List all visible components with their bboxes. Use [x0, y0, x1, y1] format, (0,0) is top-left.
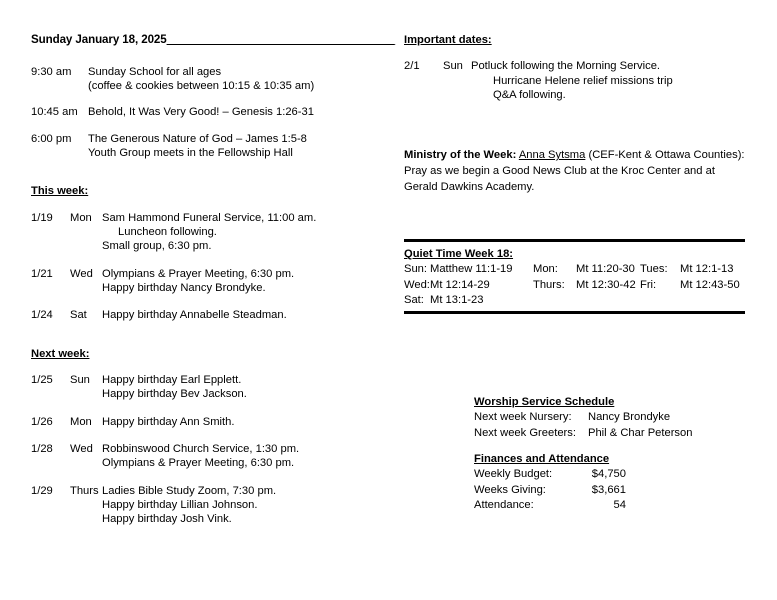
event-description-line: Happy birthday Lillian Johnson. [102, 499, 258, 512]
event-date: 1/24 [31, 309, 53, 322]
page-title-text: Sunday January 18, 2025 [31, 33, 167, 46]
finance-value: $4,750 [591, 468, 626, 481]
finance-value: 54 [613, 498, 626, 511]
important-dates-section [404, 33, 749, 47]
event-description [102, 308, 376, 322]
quiet-time-passage: Mt 12:43-50 [680, 278, 740, 291]
service-row [31, 105, 376, 119]
important-dates-list [404, 59, 749, 102]
quiet-time-readings-grid [404, 262, 745, 307]
event-description-line: Happy birthday Bev Jackson. [102, 388, 247, 401]
quiet-time-passage: Mt 13:1-23 [430, 293, 484, 306]
row-spacer [31, 254, 376, 267]
event-description [102, 373, 376, 402]
quiet-time-day-label: Sun: [404, 263, 428, 276]
finance-value: $3,661 [591, 483, 626, 496]
quiet-time-passage: Matthew 11:1-19 [430, 263, 513, 276]
event-description [102, 267, 376, 296]
quiet-time-passage: Mt 12:1-13 [680, 263, 734, 276]
worship-schedule-heading: Worship Service Schedule [474, 396, 615, 408]
event-day: Wed [70, 443, 93, 456]
finances-grid [474, 467, 694, 512]
event-description-line: Potluck following the Morning Service. [471, 60, 661, 73]
event-date: 1/21 [31, 267, 53, 280]
event-description-line: Sam Hammond Funeral Service, 11:00 am. [102, 211, 317, 224]
important-dates-heading: Important dates: [404, 34, 492, 46]
event-description-line: Youth Group meets in the Fellowship Hall [88, 147, 293, 160]
event-day: Mon [70, 415, 92, 428]
event-day: Wed [70, 267, 93, 280]
event-description [102, 442, 376, 471]
event-description [88, 65, 376, 94]
event-description [102, 415, 376, 429]
row-spacer [31, 295, 376, 308]
worship-schedule-label: Next week Nursery: [474, 411, 572, 424]
event-day: Thurs [70, 484, 99, 497]
next-week-heading: Next week: [31, 347, 90, 360]
service-row [31, 65, 376, 94]
event-row [31, 308, 376, 322]
event-description-line: Behold, It Was Very Good! – Genesis 1:26-31 [88, 106, 314, 119]
this-week-section [31, 184, 376, 198]
quiet-time-day-label: Wed: [404, 278, 430, 291]
quiet-time-day-label: Tues: [640, 263, 668, 276]
row-spacer [31, 120, 376, 132]
event-description-line: Happy birthday Ann Smith. [102, 415, 235, 428]
event-description-line: Hurricane Helene relief missions trip [493, 74, 673, 87]
event-day: Mon [70, 211, 92, 224]
quiet-time-passage: Mt 12:14-29 [430, 278, 490, 291]
event-description-line: Q&A following. [493, 88, 566, 101]
worship-schedule-label: Next week Greeters: [474, 426, 576, 439]
event-description-line: (coffee & cookies between 10:15 & 10:35 am) [88, 80, 315, 93]
ministry-body-text: (CEF-Kent & Ottawa Counties): Pray as we begin a Good News Club at the Kroc Center and at Gerald Dawkins Academy. [404, 149, 745, 194]
row-spacer [31, 93, 376, 105]
event-description [102, 484, 376, 527]
worship-service-schedule-block [474, 395, 754, 440]
event-description [102, 211, 376, 254]
event-date: 1/26 [31, 415, 53, 428]
worship-schedule-value: Phil & Char Peterson [588, 426, 693, 439]
event-description-line: The Generous Nature of God – James 1:5-8 [88, 132, 307, 145]
event-description-line: Olympians & Prayer Meeting, 6:30 pm. [102, 267, 295, 280]
right-column [404, 33, 749, 196]
finances-heading: Finances and Attendance [474, 453, 610, 465]
event-row [31, 373, 376, 402]
event-description-line: Happy birthday Annabelle Steadman. [102, 309, 287, 322]
event-description [88, 105, 376, 119]
next-week-section [31, 347, 376, 361]
finance-label: Weekly Budget: [474, 468, 553, 481]
event-description-line: Olympians & Prayer Meeting, 6:30 pm. [102, 457, 295, 470]
event-row [404, 59, 749, 102]
finances-attendance-block [474, 452, 694, 512]
quiet-time-heading: Quiet Time Week 18: [404, 248, 514, 260]
quiet-time-box [404, 239, 745, 314]
service-time: 6:00 pm [31, 132, 72, 145]
ministry-person-name: Anna Sytsma [518, 149, 586, 162]
event-date: 1/19 [31, 211, 53, 224]
event-date: 2/1 [404, 60, 420, 73]
ministry-of-the-week [404, 148, 749, 196]
event-day: Sun [443, 60, 463, 73]
event-description-line: Ladies Bible Study Zoom, 7:30 pm. [102, 484, 277, 497]
title-rule-fill: _______________________________________ [166, 33, 395, 46]
event-row [31, 484, 376, 527]
service-time: 10:45 am [31, 106, 78, 119]
quiet-time-day-label: Mon: [533, 263, 558, 276]
event-date: 1/25 [31, 374, 53, 387]
page-title [31, 33, 395, 48]
event-description [88, 132, 376, 161]
next-week-list [31, 373, 376, 527]
event-description-line: Happy birthday Josh Vink. [102, 513, 232, 526]
finance-label: Weeks Giving: [474, 483, 546, 496]
quiet-time-bottom-rule [404, 311, 745, 314]
quiet-time-passage: Mt 12:30-42 [576, 278, 636, 291]
row-spacer [31, 402, 376, 415]
finance-label: Attendance: [474, 498, 534, 511]
event-row [31, 267, 376, 296]
event-description [471, 59, 749, 102]
event-description-line: Happy birthday Nancy Brondyke. [102, 282, 266, 295]
event-row [31, 415, 376, 429]
this-week-list [31, 211, 376, 323]
service-time: 9:30 am [31, 65, 72, 78]
event-description-line: Robbinswood Church Service, 1:30 pm. [102, 443, 300, 456]
event-day: Sat [70, 309, 87, 322]
quiet-time-day-label: Thurs: [533, 278, 565, 291]
event-description-line: Small group, 6:30 pm. [102, 240, 212, 253]
row-spacer [31, 429, 376, 442]
service-row [31, 132, 376, 161]
event-date: 1/28 [31, 443, 53, 456]
quiet-time-day-label: Sat: [404, 293, 424, 306]
this-week-heading: This week: [31, 185, 89, 198]
event-day: Sun [70, 374, 90, 387]
event-row [31, 442, 376, 471]
quiet-time-passage: Mt 11:20-30 [576, 263, 635, 276]
row-spacer [31, 471, 376, 484]
event-description-line: Luncheon following. [118, 226, 217, 239]
event-description-line: Sunday School for all ages [88, 65, 222, 78]
left-column [31, 33, 395, 527]
sunday-service-list [31, 65, 376, 161]
quiet-time-day-label: Fri: [640, 278, 657, 291]
worship-schedule-grid [474, 410, 754, 440]
event-row [31, 211, 376, 254]
event-description-line: Happy birthday Earl Epplett. [102, 374, 242, 387]
ministry-label: Ministry of the Week: [404, 149, 517, 162]
event-date: 1/29 [31, 484, 53, 497]
worship-schedule-value: Nancy Brondyke [588, 411, 671, 424]
